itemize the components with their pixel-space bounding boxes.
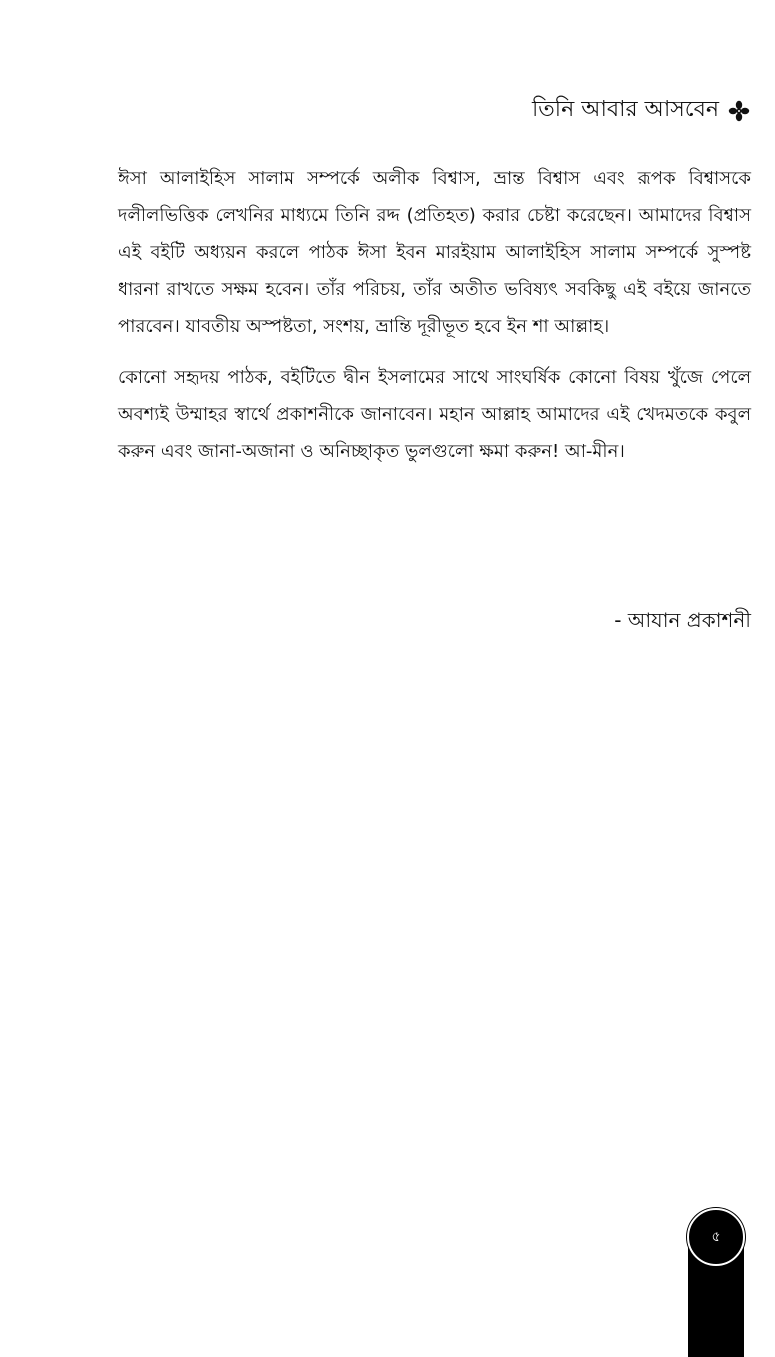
paragraph: কোনো সহৃদয় পাঠক, বইটিতে দ্বীন ইসলামের সাথে সাংঘর্ষিক কোনো বিষয় খুঁজে পেলে অবশ্যই উম্মাহর স্বার্থে প্রকাশনীকে জানাবেন। মহান আল্লাহ আমাদের এই খেদমতকে কবুল করুন এবং জানা-অজানা ও অনিচ্ছাকৃত ভুলগুলো ক্ষমা করুন! আ-মীন। bbox=[118, 367, 751, 462]
flower-ornament-icon bbox=[727, 99, 751, 123]
body-text bbox=[118, 160, 751, 484]
paragraph: ঈসা আলাইহিস সালাম সম্পর্কে অলীক বিশ্বাস, ভ্রান্ত বিশ্বাস এবং রূপক বিশ্বাসকে দলীলভিত্তিক লেখনির মাধ্যমে তিনি রদ্দ (প্রতিহত) করার চেষ্টা করেছেন। আমাদের বিশ্বাস এই বইটি অধ্যয়ন করলে পাঠক ঈসা ইবন মারইয়াম আলাইহিস সালাম সম্পর্কে সুস্পষ্ট ধারনা রাখতে সক্ষম হবেন। তাঁর পরিচয়, তাঁর অতীত ভবিষ্যৎ সবকিছু এই বইয়ে জানতে পারবেন। যাবতীয় অস্পষ্টতা, সংশয়, ভ্রান্তি দূরীভূত হবে ইন শা আল্লাহ। bbox=[118, 168, 751, 337]
page-number-badge bbox=[687, 1208, 745, 1266]
page-number-tab bbox=[687, 1208, 745, 1357]
running-header-title: তিনি আবার আসবেন bbox=[531, 97, 719, 122]
publisher-signature: - আযান প্রকাশনী bbox=[614, 608, 751, 632]
page-number: ৫ bbox=[711, 1229, 721, 1245]
running-header bbox=[532, 92, 751, 129]
